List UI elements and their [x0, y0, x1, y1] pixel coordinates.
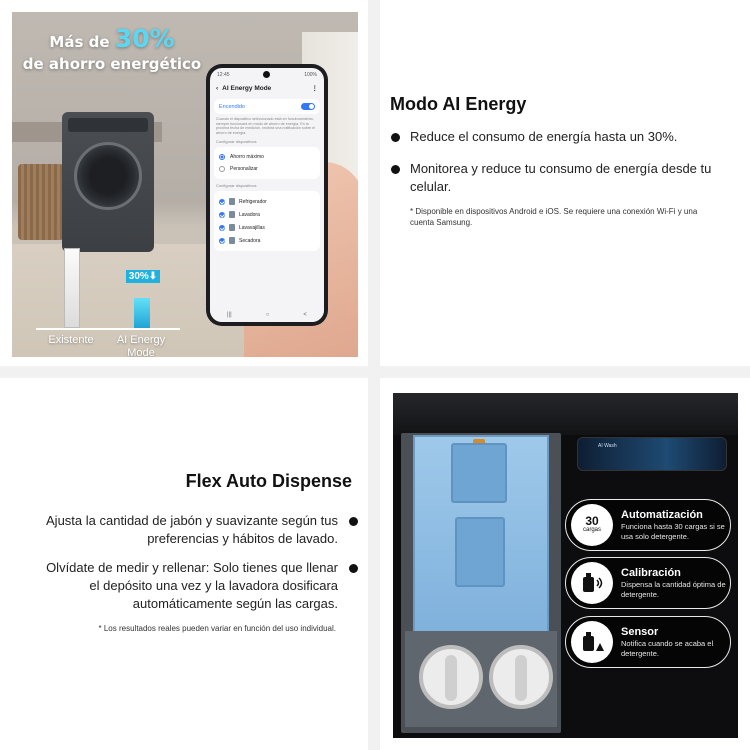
check-icon — [219, 199, 225, 205]
feature-title: Calibración — [621, 567, 681, 579]
status-battery: 100% — [304, 72, 317, 78]
headline-line2: de ahorro energético — [22, 55, 202, 73]
ai-energy-footnote: * Disponible en dispositivos Android e iOS. Se requiere una conexión Wi-Fi y una cuenta Samsung. — [410, 207, 698, 227]
smartphone — [206, 64, 328, 326]
feature-desc: Funciona hasta 30 cargas si se usa solo detergente. — [621, 522, 725, 541]
headline-highlight: 30% — [114, 24, 175, 53]
washer-illustration — [62, 112, 154, 252]
machine-top — [393, 393, 738, 435]
washer-icon — [229, 211, 235, 218]
detergent-sensor-icon — [571, 562, 613, 604]
toggle-label: Encendido — [219, 103, 245, 110]
feature-desc: Dispensa la cantidad óptima de detergente. — [621, 580, 726, 599]
bullet-icon — [391, 165, 400, 174]
detergent-tray — [413, 435, 549, 635]
bullet-icon — [391, 133, 400, 142]
devices-card — [214, 191, 320, 251]
section-label-devices: Configurar dispositivos — [216, 183, 257, 189]
refrigerator-icon — [229, 198, 235, 205]
bar-label-existing: Existente — [48, 334, 94, 346]
mode-description: Cuando el dispositivo seleccionado está en funcionamiento, siempre funcionará en modo de ahorro de energía. En la próxima fecha de medición, recibirá una notificación sobre el ahorro de energía. — [216, 117, 316, 135]
flex-dispense-bullets — [40, 512, 360, 624]
check-icon — [219, 212, 225, 218]
bar-existing — [64, 248, 80, 328]
bar-label-ai: AI Energy Mode — [116, 334, 166, 357]
device-label: Secadora — [239, 237, 261, 244]
feature-desc: Notifica cuando se acaba el detergente. — [621, 639, 714, 658]
app-title: AI Energy Mode — [222, 84, 272, 92]
check-icon — [219, 225, 225, 231]
dispenser-cap-right — [489, 645, 553, 709]
option-customize[interactable] — [219, 163, 315, 175]
tray-compartment — [451, 443, 507, 503]
savings-headline — [12, 26, 212, 73]
toggle-card — [214, 99, 320, 114]
more-icon[interactable]: ⋮ — [311, 85, 318, 92]
list-item — [40, 559, 360, 613]
bullet-text: Olvídate de medir y rellenar: Solo tienes que llenar el depósito una vez y la lavadora dosificara automáticamente según las cargas. — [46, 560, 338, 611]
back-nav-icon[interactable]: < — [303, 312, 307, 318]
bullet-icon — [349, 517, 358, 526]
feature-automation — [565, 499, 731, 551]
bullet-text: Ajusta la cantidad de jabón y suavizante según tus preferencias y hábitos de lavado. — [46, 513, 338, 546]
headline-prefix: Más de — [49, 33, 110, 51]
dispenser-drawer — [401, 433, 561, 733]
section-label-mode: Configurar dispositivos — [216, 139, 257, 145]
option-label: Ahorro máximo — [230, 154, 264, 161]
list-item — [40, 512, 360, 548]
flex-dispense-footnote: * Los resultados reales pueden variar en función del uso individual. — [98, 624, 336, 633]
phone-screen — [210, 68, 324, 322]
feature-sensor — [565, 616, 731, 668]
washer-control-panel — [68, 118, 148, 132]
bar-ai-energy — [134, 298, 150, 328]
flex-dispense-title: Flex Auto Dispense — [185, 471, 352, 491]
washer-display — [577, 437, 727, 471]
dryer-icon — [229, 237, 235, 244]
device-row[interactable] — [219, 234, 315, 247]
device-row[interactable] — [219, 221, 315, 234]
camera-icon — [263, 71, 270, 78]
washer-door — [74, 142, 142, 210]
ai-energy-title: Modo AI Energy — [390, 94, 527, 114]
option-label: Personalizar — [230, 166, 258, 173]
app-titlebar — [210, 78, 324, 96]
mode-options-card — [214, 147, 320, 179]
tray-compartment — [455, 517, 505, 587]
radio-icon — [219, 166, 225, 172]
icon-number: 30 — [585, 514, 599, 528]
bullet-text: Monitorea y reduce tu consumo de energía desde tu celular. — [410, 161, 712, 194]
back-icon[interactable]: ‹ — [216, 84, 219, 92]
bullet-text: Reduce el consumo de energía hasta un 30%. — [410, 129, 678, 144]
option-max-savings[interactable] — [219, 151, 315, 163]
recent-apps-icon[interactable]: ||| — [227, 312, 232, 318]
detergent-alert-icon — [571, 621, 613, 663]
gutter-horizontal — [0, 366, 750, 378]
feature-title: Automatización — [621, 509, 703, 521]
feature-calibration — [565, 557, 731, 609]
dispenser-photo — [393, 393, 738, 738]
android-navbar — [210, 308, 324, 322]
bar-baseline — [36, 328, 180, 330]
status-time: 12:45 — [217, 72, 230, 78]
list-item — [390, 160, 730, 196]
display-text: AI Wash — [598, 443, 617, 449]
bar-ai-callout: 30%⬇ — [126, 270, 160, 283]
feature-title: Sensor — [621, 626, 659, 638]
home-icon[interactable]: ○ — [265, 312, 270, 318]
device-label: Refrigerador — [239, 198, 267, 205]
check-icon — [219, 238, 225, 244]
list-item — [390, 128, 730, 146]
ai-energy-bullets — [390, 128, 730, 210]
device-label: Lavavajillas — [239, 224, 265, 231]
radio-selected-icon — [219, 154, 225, 160]
cycle-30-icon — [571, 504, 613, 546]
device-label: Lavadora — [239, 211, 260, 218]
bullet-icon — [349, 564, 358, 573]
energy-mode-toggle[interactable] — [301, 103, 315, 110]
icon-unit: cargas — [582, 527, 601, 533]
device-row[interactable] — [219, 195, 315, 208]
laundry-basket — [18, 164, 64, 240]
device-row[interactable] — [219, 208, 315, 221]
energy-savings-photo — [12, 12, 358, 357]
dishwasher-icon — [229, 224, 235, 231]
dispenser-cap-left — [419, 645, 483, 709]
